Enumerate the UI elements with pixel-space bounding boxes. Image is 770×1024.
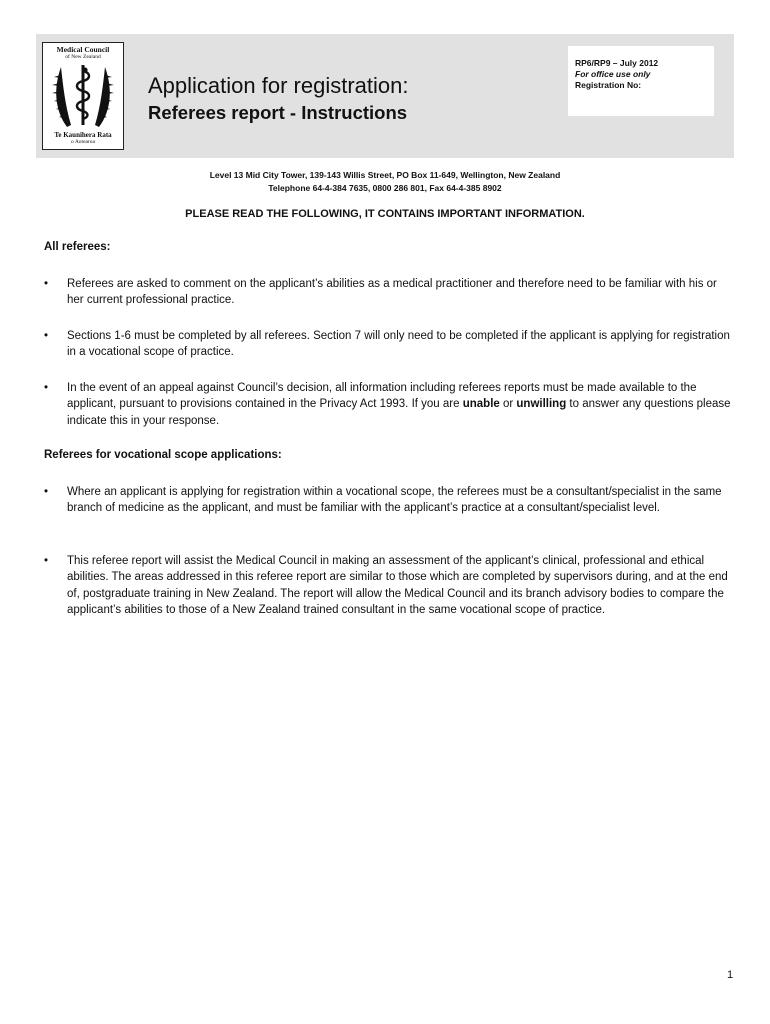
list-item-text-part: or <box>499 398 517 411</box>
form-reference: RP6/RP9 – July 2012 <box>575 58 659 68</box>
contact-line: Telephone 64-4-384 7635, 0800 286 801, Fax 64-4-385 8902 <box>268 183 502 193</box>
emphasis-unwilling: unwilling <box>516 398 567 411</box>
logo-top-subtext: of New Zealand <box>65 54 101 60</box>
important-notice: PLEASE READ THE FOLLOWING, IT CONTAINS IMPORTANT INFORMATION. <box>185 208 585 220</box>
logo-top-text: Medical Council <box>56 45 110 54</box>
emphasis-unable: unable <box>462 398 500 411</box>
address-line: Level 13 Mid City Tower, 139-143 Willis Street, PO Box 11-649, Wellington, New Zealand <box>209 170 561 180</box>
bullet-icon: • <box>44 278 49 290</box>
office-use-box <box>568 46 714 116</box>
list-item-text: Where an applicant is applying for registration within a vocational scope, the referees must be a consultant/specialist in the same branch of medicine as the applicant, and must be familiar with the applicant’s practice at a consultant/specialist level. <box>67 486 722 515</box>
list-item-text: Referees are asked to comment on the applicant’s abilities as a medical practitioner and therefore need to be familiar with his or her current professional practice. <box>67 278 717 307</box>
list-item-text-part: to answer any questions please indicate this in your response. <box>67 398 731 427</box>
list-item-text-part: In the event of an appeal against Council’s decision, all information including referees reports must be made available to the applicant, pursuant to provisions contained in the Privacy Act 1993. If you are <box>67 382 697 411</box>
logo-bottom-subtext: o Aotearoa <box>71 139 95 145</box>
list-item-text <box>67 380 734 429</box>
bullet-icon: • <box>44 382 49 394</box>
section-heading-all-referees: All referees: <box>44 241 111 253</box>
caduceus-fern-emblem-icon <box>47 61 119 129</box>
section-heading-vocational: Referees for vocational scope applications: <box>44 449 282 461</box>
list-item-text: Sections 1-6 must be completed by all referees. Section 7 will only need to be completed if the applicant is applying for registration in a vocational scope of practice. <box>67 330 730 359</box>
page-number: 1 <box>727 969 734 981</box>
page-subtitle: Referees report - Instructions <box>148 102 408 123</box>
office-use-label: For office use only <box>575 69 651 79</box>
registration-no-label: Registration No: <box>575 80 642 90</box>
bullet-icon: • <box>44 330 49 342</box>
medical-council-logo <box>42 42 124 150</box>
logo-bottom-text: Te Kaunihera Rata <box>54 131 112 139</box>
page-title: Application for registration: <box>148 73 409 98</box>
bullet-icon: • <box>44 486 49 498</box>
list-item-text: This referee report will assist the Medical Council in making an assessment of the applicant’s clinical, professional and ethical abilities. The areas addressed in this referee report are similar to those which are completed by supervisors during, and at the end of, postgraduate training in New Zealand. The report will allow the Medical Council and its branch advisory bodies to compare the applicant’s abilities to those of a New Zealand trained consultant in the same vocational scope of practice. <box>67 555 728 616</box>
bullet-icon: • <box>44 555 49 567</box>
